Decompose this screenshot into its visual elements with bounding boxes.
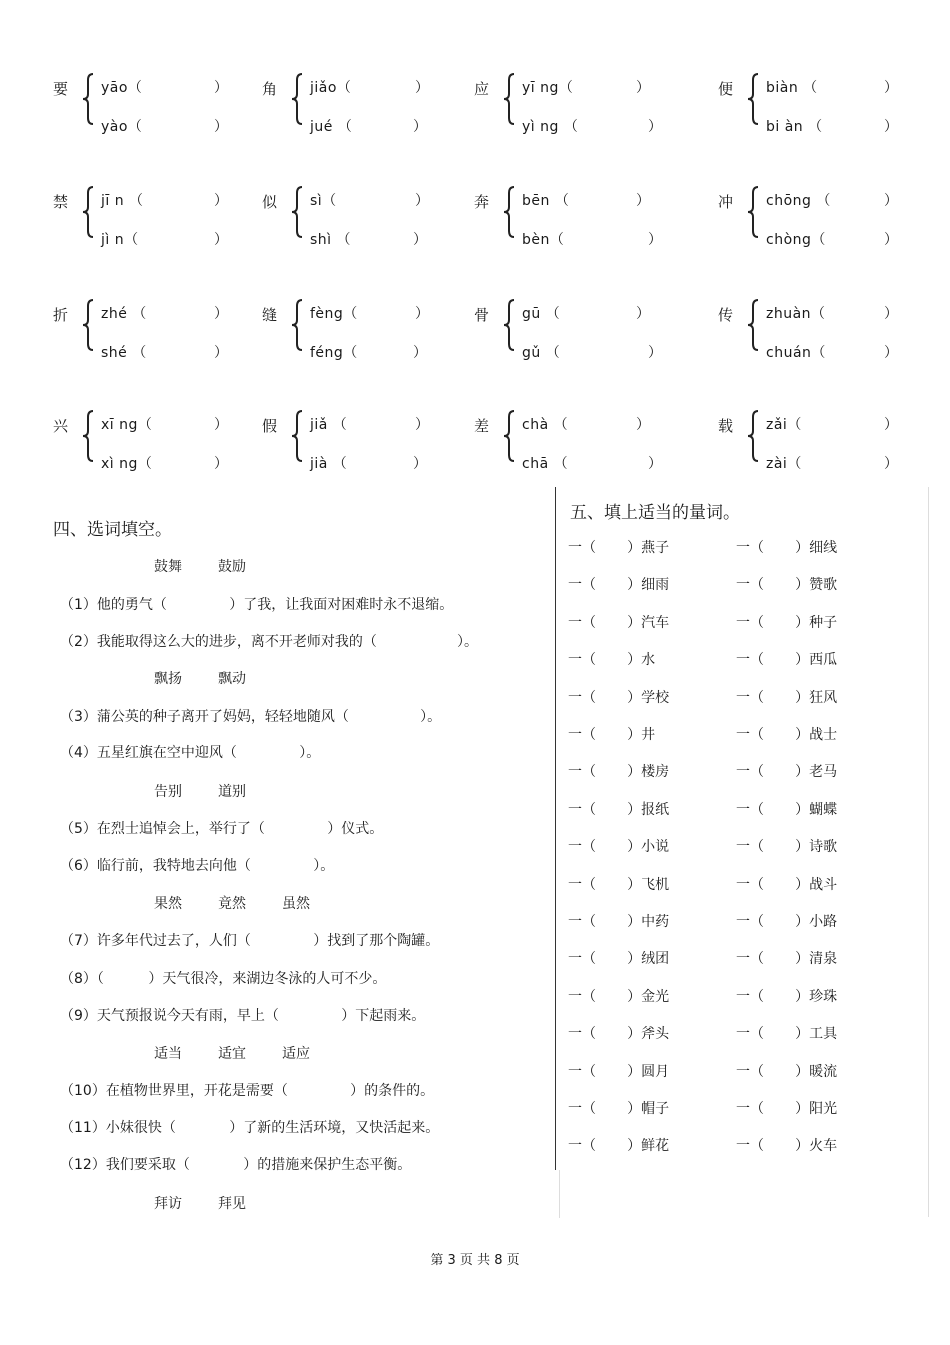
answer-blank-close[interactable]: ） bbox=[884, 345, 898, 361]
measure-word-blank[interactable]: 一（ ） bbox=[736, 914, 810, 930]
polyphone-item bbox=[53, 296, 283, 361]
measure-word-noun: 细雨 bbox=[641, 577, 670, 594]
answer-blank-close[interactable]: ） bbox=[214, 417, 228, 433]
pinyin-option: gū （ bbox=[522, 306, 561, 322]
answer-blank-close[interactable]: ） bbox=[415, 306, 429, 322]
polyphone-item bbox=[474, 70, 704, 135]
measure-word-item[interactable] bbox=[736, 612, 837, 632]
word-choice: 适宜 bbox=[218, 1046, 246, 1062]
word-choices bbox=[154, 668, 282, 688]
measure-word-blank[interactable]: 一（ ） bbox=[568, 1138, 642, 1155]
polyphone-item bbox=[474, 296, 704, 361]
polyphone-section bbox=[0, 0, 950, 470]
measure-word-blank[interactable]: 一（ ） bbox=[568, 614, 642, 631]
measure-word-noun: 阳光 bbox=[809, 1101, 838, 1117]
measure-word-noun: 战士 bbox=[809, 727, 838, 743]
right-border bbox=[928, 487, 929, 1217]
measure-word-item[interactable] bbox=[736, 574, 837, 594]
measure-word-blank[interactable]: 一（ ） bbox=[736, 1063, 810, 1080]
measure-word-item[interactable] bbox=[736, 1098, 837, 1118]
brace-icon bbox=[502, 185, 516, 239]
fill-question[interactable]: （1）他的勇气（ ）了我，让我面对困难时永不退缩。 bbox=[60, 597, 454, 613]
word-choice: 飘扬 bbox=[154, 671, 182, 687]
polyphone-item bbox=[474, 407, 704, 472]
measure-word-noun: 珍珠 bbox=[809, 988, 838, 1005]
word-choice: 告别 bbox=[154, 784, 182, 800]
section-5 bbox=[570, 498, 740, 523]
pinyin-option: yī ng（ bbox=[522, 80, 574, 96]
brace-icon bbox=[746, 409, 760, 463]
fill-question[interactable]: （8）（ ）天气很冷，来湖边冬泳的人可不少。 bbox=[60, 971, 387, 987]
answer-blank-close[interactable]: ） bbox=[214, 193, 228, 209]
word-choices bbox=[154, 1043, 346, 1063]
measure-word-item[interactable] bbox=[568, 1061, 669, 1081]
measure-word-noun: 飞机 bbox=[641, 876, 670, 893]
polyphone-char: 应 bbox=[474, 80, 490, 98]
measure-word-blank[interactable]: 一（ ） bbox=[736, 1026, 810, 1043]
measure-word-item[interactable] bbox=[568, 649, 655, 669]
answer-blank-close[interactable]: ） bbox=[413, 119, 427, 135]
section-4-title: 四、选词填空。 bbox=[53, 520, 172, 540]
measure-word-noun: 学校 bbox=[641, 689, 670, 706]
column-divider bbox=[555, 487, 556, 1170]
word-choices bbox=[154, 556, 282, 576]
word-choice: 飘动 bbox=[218, 671, 246, 687]
polyphone-char: 折 bbox=[53, 306, 69, 324]
measure-word-item[interactable] bbox=[568, 574, 669, 594]
pinyin-option: chā （ bbox=[522, 456, 569, 472]
polyphone-char: 载 bbox=[718, 417, 734, 435]
pinyin-option: zhuàn（ bbox=[766, 306, 826, 322]
answer-blank-close[interactable]: ） bbox=[214, 232, 228, 248]
measure-word-item[interactable] bbox=[736, 1023, 837, 1043]
measure-word-item[interactable] bbox=[736, 986, 837, 1006]
measure-word-blank[interactable]: 一（ ） bbox=[736, 614, 810, 631]
pinyin-option: yāo（ bbox=[101, 80, 143, 96]
measure-word-blank[interactable]: 一（ ） bbox=[736, 876, 810, 893]
polyphone-item bbox=[262, 296, 492, 361]
measure-word-noun: 工具 bbox=[809, 1026, 838, 1043]
pinyin-option: bi àn （ bbox=[766, 119, 823, 135]
brace-icon bbox=[502, 72, 516, 126]
pinyin-option: jiǎo（ bbox=[310, 80, 352, 96]
brace-icon bbox=[746, 298, 760, 352]
measure-word-blank[interactable]: 一（ ） bbox=[736, 689, 810, 706]
measure-word-noun: 金光 bbox=[641, 988, 670, 1005]
measure-word-item[interactable] bbox=[568, 1135, 669, 1155]
brace-icon bbox=[81, 72, 95, 126]
measure-word-item[interactable] bbox=[568, 986, 669, 1006]
word-choice: 鼓励 bbox=[218, 559, 246, 575]
measure-word-item[interactable] bbox=[736, 874, 837, 894]
polyphone-item bbox=[262, 70, 492, 135]
measure-word-blank[interactable]: 一（ ） bbox=[568, 727, 642, 743]
fill-question[interactable]: （4）五星红旗在空中迎风（ ）。 bbox=[60, 745, 321, 761]
polyphone-char: 角 bbox=[262, 80, 278, 98]
answer-blank-close[interactable]: ） bbox=[214, 456, 228, 472]
polyphone-item bbox=[262, 407, 492, 472]
pinyin-option: sì（ bbox=[310, 193, 337, 209]
measure-word-item[interactable] bbox=[736, 761, 837, 781]
measure-word-item[interactable] bbox=[568, 724, 655, 744]
answer-blank-close[interactable]: ） bbox=[648, 119, 662, 135]
word-choice: 竟然 bbox=[218, 896, 246, 912]
answer-blank-close[interactable]: ） bbox=[413, 456, 427, 472]
measure-word-noun: 西瓜 bbox=[809, 652, 838, 669]
answer-blank-close[interactable]: ） bbox=[884, 193, 898, 209]
measure-word-noun: 帽子 bbox=[641, 1101, 670, 1117]
brace-icon bbox=[81, 409, 95, 463]
measure-word-item[interactable] bbox=[736, 799, 837, 819]
measure-word-item[interactable] bbox=[568, 612, 669, 632]
measure-word-noun: 斧头 bbox=[641, 1026, 670, 1043]
pinyin-option: gǔ （ bbox=[522, 345, 561, 361]
polyphone-item bbox=[718, 183, 948, 248]
pinyin-option: yì ng （ bbox=[522, 119, 579, 135]
pinyin-option: yào（ bbox=[101, 119, 143, 135]
measure-word-blank[interactable]: 一（ ） bbox=[736, 540, 810, 556]
measure-word-blank[interactable]: 一（ ） bbox=[568, 914, 642, 930]
measure-word-blank[interactable]: 一（ ） bbox=[736, 951, 810, 968]
measure-word-noun: 水 bbox=[641, 652, 656, 669]
answer-blank-close[interactable]: ） bbox=[413, 345, 427, 361]
answer-blank-close[interactable]: ） bbox=[884, 80, 898, 96]
measure-word-noun: 中药 bbox=[641, 914, 670, 930]
fill-question[interactable]: （11）小妹很快（ ）了新的生活环境，又快活起来。 bbox=[60, 1120, 440, 1136]
brace-icon bbox=[290, 185, 304, 239]
divider-faint bbox=[559, 1170, 560, 1218]
pinyin-option: jiǎ （ bbox=[310, 417, 348, 433]
pinyin-option: chuán（ bbox=[766, 345, 826, 361]
polyphone-item bbox=[718, 296, 948, 361]
measure-word-noun: 小说 bbox=[641, 839, 670, 856]
word-choice: 道别 bbox=[218, 784, 246, 800]
measure-word-noun: 暖流 bbox=[809, 1063, 838, 1080]
measure-word-blank[interactable]: 一（ ） bbox=[568, 764, 642, 781]
pinyin-option: shì （ bbox=[310, 232, 352, 248]
measure-word-blank[interactable]: 一（ ） bbox=[736, 727, 810, 743]
measure-word-noun: 狂风 bbox=[809, 689, 838, 706]
answer-blank-close[interactable]: ） bbox=[214, 80, 228, 96]
brace-icon bbox=[81, 185, 95, 239]
pinyin-option: bèn（ bbox=[522, 232, 565, 248]
measure-word-item[interactable] bbox=[568, 1098, 669, 1118]
fill-question[interactable]: （7）许多年代过去了，人们（ ）找到了那个陶罐。 bbox=[60, 933, 440, 949]
polyphone-char: 差 bbox=[474, 417, 490, 435]
measure-word-blank[interactable]: 一（ ） bbox=[568, 1101, 642, 1117]
measure-word-item[interactable] bbox=[568, 836, 669, 856]
word-choices bbox=[154, 1193, 282, 1213]
answer-blank-close[interactable]: ） bbox=[214, 306, 228, 322]
measure-word-blank[interactable]: 一（ ） bbox=[568, 988, 642, 1005]
pinyin-option: jī n （ bbox=[101, 193, 144, 209]
measure-word-blank[interactable]: 一（ ） bbox=[568, 1026, 642, 1043]
measure-word-noun: 燕子 bbox=[641, 540, 670, 556]
measure-word-noun: 圆月 bbox=[641, 1063, 670, 1080]
answer-blank-close[interactable]: ） bbox=[413, 232, 427, 248]
measure-word-blank[interactable]: 一（ ） bbox=[568, 652, 642, 669]
section-5-title: 五、填上适当的量词。 bbox=[570, 503, 740, 523]
word-choice: 适应 bbox=[282, 1046, 310, 1062]
pinyin-option: féng（ bbox=[310, 345, 358, 361]
answer-blank-close[interactable]: ） bbox=[214, 345, 228, 361]
polyphone-char: 冲 bbox=[718, 193, 734, 211]
answer-blank-close[interactable]: ） bbox=[884, 119, 898, 135]
word-choices bbox=[154, 781, 282, 801]
brace-icon bbox=[746, 72, 760, 126]
measure-word-blank[interactable]: 一（ ） bbox=[568, 540, 642, 556]
measure-word-item[interactable] bbox=[568, 1023, 669, 1043]
brace-icon bbox=[502, 409, 516, 463]
pinyin-option: jué （ bbox=[310, 119, 353, 135]
measure-word-noun: 井 bbox=[641, 727, 656, 743]
answer-blank-close[interactable]: ） bbox=[648, 232, 662, 248]
polyphone-item bbox=[718, 407, 948, 472]
measure-word-noun: 老马 bbox=[809, 764, 838, 781]
pinyin-option: zǎi（ bbox=[766, 417, 802, 433]
polyphone-item bbox=[262, 183, 492, 248]
word-choice: 鼓舞 bbox=[154, 559, 182, 575]
fill-question[interactable]: （9）天气预报说今天有雨，早上（ ）下起雨来。 bbox=[60, 1008, 426, 1024]
measure-word-noun: 报纸 bbox=[641, 801, 670, 818]
polyphone-char: 兴 bbox=[53, 417, 69, 435]
fill-question[interactable]: （3）蒲公英的种子离开了妈妈，轻轻地随风（ ）。 bbox=[60, 709, 442, 725]
answer-blank-close[interactable]: ） bbox=[415, 417, 429, 433]
measure-word-blank[interactable]: 一（ ） bbox=[568, 951, 642, 968]
measure-word-noun: 汽车 bbox=[641, 614, 670, 631]
answer-blank-close[interactable]: ） bbox=[884, 232, 898, 248]
polyphone-char: 骨 bbox=[474, 306, 490, 324]
measure-word-item[interactable] bbox=[568, 687, 669, 707]
brace-icon bbox=[290, 409, 304, 463]
measure-word-blank[interactable]: 一（ ） bbox=[568, 689, 642, 706]
fill-question[interactable]: （2）我能取得这么大的进步，离不开老师对我的（ ）。 bbox=[60, 634, 479, 650]
brace-icon bbox=[502, 298, 516, 352]
measure-word-blank[interactable]: 一（ ） bbox=[736, 801, 810, 818]
measure-word-noun: 绒团 bbox=[641, 951, 670, 968]
measure-word-noun: 小路 bbox=[809, 914, 838, 930]
measure-word-blank[interactable]: 一（ ） bbox=[568, 801, 642, 818]
section-4 bbox=[53, 515, 533, 540]
brace-icon bbox=[81, 298, 95, 352]
pinyin-option: chōng （ bbox=[766, 193, 831, 209]
answer-blank-close[interactable]: ） bbox=[884, 306, 898, 322]
measure-word-blank[interactable]: 一（ ） bbox=[736, 1101, 810, 1117]
polyphone-char: 缝 bbox=[262, 306, 278, 324]
measure-word-noun: 鲜花 bbox=[641, 1138, 670, 1155]
answer-blank-close[interactable]: ） bbox=[648, 456, 662, 472]
pinyin-option: zài（ bbox=[766, 456, 802, 472]
polyphone-char: 假 bbox=[262, 417, 278, 435]
measure-word-item[interactable] bbox=[736, 836, 837, 856]
measure-word-item[interactable] bbox=[736, 537, 837, 557]
measure-word-blank[interactable]: 一（ ） bbox=[736, 988, 810, 1005]
measure-word-item[interactable] bbox=[736, 948, 837, 968]
measure-word-noun: 细线 bbox=[809, 540, 838, 556]
polyphone-item bbox=[718, 70, 948, 135]
measure-word-item[interactable] bbox=[568, 948, 669, 968]
measure-word-item[interactable] bbox=[736, 911, 837, 931]
measure-word-item[interactable] bbox=[568, 537, 669, 557]
measure-word-blank[interactable]: 一（ ） bbox=[736, 652, 810, 669]
measure-word-item[interactable] bbox=[736, 724, 837, 744]
answer-blank-close[interactable]: ） bbox=[415, 80, 429, 96]
answer-blank-close[interactable]: ） bbox=[648, 345, 662, 361]
polyphone-item bbox=[53, 183, 283, 248]
answer-blank-close[interactable]: ） bbox=[636, 306, 650, 322]
pinyin-option: zhé （ bbox=[101, 306, 147, 322]
pinyin-option: chà （ bbox=[522, 417, 569, 433]
measure-word-item[interactable] bbox=[736, 687, 837, 707]
measure-word-item[interactable] bbox=[568, 911, 669, 931]
measure-word-noun: 战斗 bbox=[809, 876, 838, 893]
fill-question[interactable]: （12）我们要采取（ ）的措施来保护生态平衡。 bbox=[60, 1157, 412, 1173]
measure-word-noun: 楼房 bbox=[641, 764, 670, 781]
page-footer: 第 3 页 共 8 页 bbox=[430, 1253, 520, 1268]
measure-word-noun: 蝴蝶 bbox=[809, 801, 838, 818]
measure-word-item[interactable] bbox=[568, 874, 669, 894]
measure-word-item[interactable] bbox=[568, 761, 669, 781]
word-choice: 虽然 bbox=[282, 896, 310, 912]
pinyin-option: bēn （ bbox=[522, 193, 570, 209]
measure-word-noun: 诗歌 bbox=[809, 839, 838, 856]
measure-word-noun: 赞歌 bbox=[809, 577, 838, 594]
polyphone-item bbox=[53, 70, 283, 135]
pinyin-option: xī ng（ bbox=[101, 417, 153, 433]
pinyin-option: xì ng（ bbox=[101, 456, 153, 472]
fill-question[interactable]: （5）在烈士追悼会上，举行了（ ）仪式。 bbox=[60, 821, 384, 837]
word-choice: 适当 bbox=[154, 1046, 182, 1062]
measure-word-blank[interactable]: 一（ ） bbox=[568, 839, 642, 856]
answer-blank-close[interactable]: ） bbox=[636, 417, 650, 433]
answer-blank-close[interactable]: ） bbox=[884, 417, 898, 433]
measure-word-item[interactable] bbox=[736, 649, 837, 669]
measure-word-blank[interactable]: 一（ ） bbox=[736, 839, 810, 856]
brace-icon bbox=[290, 298, 304, 352]
pinyin-option: shé （ bbox=[101, 345, 147, 361]
polyphone-item bbox=[53, 407, 283, 472]
answer-blank-close[interactable]: ） bbox=[636, 193, 650, 209]
answer-blank-close[interactable]: ） bbox=[415, 193, 429, 209]
measure-word-item[interactable] bbox=[736, 1061, 837, 1081]
polyphone-char: 奔 bbox=[474, 193, 490, 211]
fill-question[interactable]: （6）临行前，我特地去向他（ ）。 bbox=[60, 858, 335, 874]
measure-word-item[interactable] bbox=[736, 1135, 837, 1155]
measure-word-blank[interactable]: 一（ ） bbox=[568, 1063, 642, 1080]
pinyin-option: chòng（ bbox=[766, 232, 826, 248]
pinyin-option: fèng（ bbox=[310, 306, 358, 322]
word-choices bbox=[154, 893, 346, 913]
measure-word-noun: 种子 bbox=[809, 614, 838, 631]
answer-blank-close[interactable]: ） bbox=[884, 456, 898, 472]
pinyin-option: jià （ bbox=[310, 456, 348, 472]
measure-word-noun: 清泉 bbox=[809, 951, 838, 968]
word-choice: 拜访 bbox=[154, 1196, 182, 1212]
fill-question[interactable]: （10）在植物世界里，开花是需要（ ）的条件的。 bbox=[60, 1083, 435, 1099]
measure-word-blank[interactable]: 一（ ） bbox=[568, 577, 642, 594]
pinyin-option: jì n（ bbox=[101, 232, 139, 248]
polyphone-item bbox=[474, 183, 704, 248]
measure-word-blank[interactable]: 一（ ） bbox=[736, 764, 810, 781]
answer-blank-close[interactable]: ） bbox=[214, 119, 228, 135]
answer-blank-close[interactable]: ） bbox=[636, 80, 650, 96]
brace-icon bbox=[746, 185, 760, 239]
measure-word-blank[interactable]: 一（ ） bbox=[736, 577, 810, 594]
measure-word-item[interactable] bbox=[568, 799, 669, 819]
polyphone-char: 禁 bbox=[53, 193, 69, 211]
word-choice: 果然 bbox=[154, 896, 182, 912]
word-choice: 拜见 bbox=[218, 1196, 246, 1212]
measure-word-noun: 火车 bbox=[809, 1138, 838, 1155]
polyphone-char: 传 bbox=[718, 306, 734, 324]
measure-word-blank[interactable]: 一（ ） bbox=[568, 876, 642, 893]
brace-icon bbox=[290, 72, 304, 126]
polyphone-char: 便 bbox=[718, 80, 734, 98]
polyphone-char: 要 bbox=[53, 80, 69, 98]
pinyin-option: biàn （ bbox=[766, 80, 818, 96]
measure-word-blank[interactable]: 一（ ） bbox=[736, 1138, 810, 1155]
polyphone-char: 似 bbox=[262, 193, 278, 211]
